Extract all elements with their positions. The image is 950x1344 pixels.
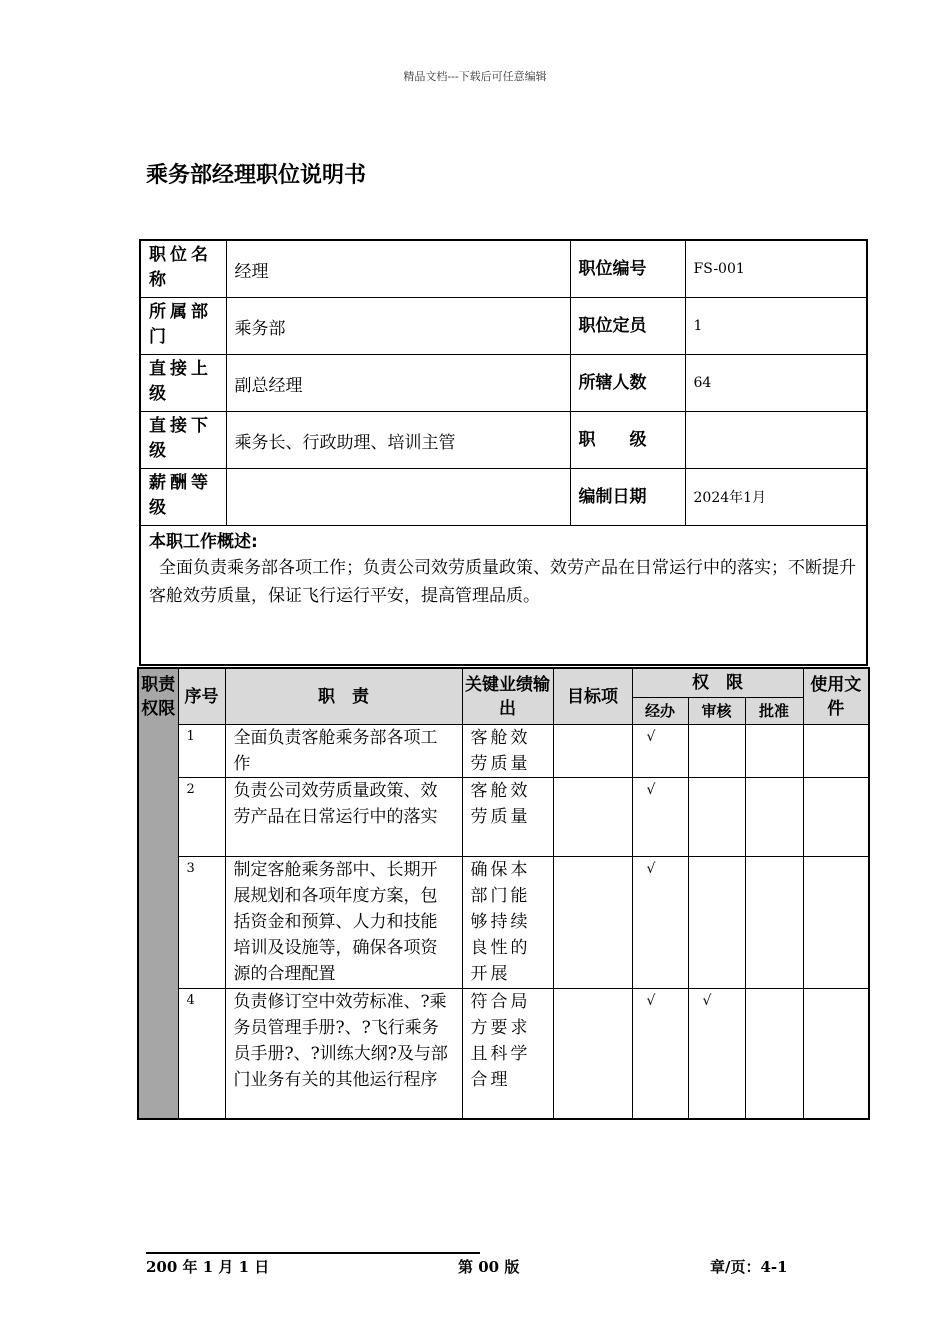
- info-row: [140, 355, 867, 412]
- target-cell: [553, 857, 632, 989]
- target-cell: [553, 778, 632, 857]
- label-position-code: 职位编号: [570, 240, 685, 298]
- footer-edition: 第 00 版: [458, 1258, 520, 1276]
- approve-check: [745, 989, 803, 1119]
- position-info-table: [139, 239, 868, 666]
- header-authority: 权 限: [632, 668, 803, 698]
- header-seq: 序号: [178, 668, 225, 725]
- value-position-name: 经理: [226, 240, 570, 298]
- header-target: 目标项: [553, 668, 632, 725]
- table-row: [138, 725, 869, 778]
- row-number: 1: [178, 725, 225, 778]
- value-salary-grade: [226, 469, 570, 526]
- value-headcount: 1: [685, 298, 867, 355]
- document-title: 乘务部经理职位说明书: [146, 163, 367, 188]
- header-docs: 使用文件: [803, 668, 869, 725]
- review-check: [688, 725, 745, 778]
- value-level: [685, 412, 867, 469]
- label-headcount: 职位定员: [570, 298, 685, 355]
- review-check: [688, 857, 745, 989]
- duty-text: 全面负责客舱乘务部各项工作: [225, 725, 462, 778]
- value-position-code: FS-001: [685, 240, 867, 298]
- label-superior: 直接上级: [140, 355, 226, 412]
- table-row: [138, 857, 869, 989]
- summary-title: 本职工作概述:: [149, 532, 258, 552]
- docs-cell: [803, 725, 869, 778]
- work-summary: [140, 526, 867, 666]
- review-check: √: [688, 989, 745, 1119]
- info-row: [140, 469, 867, 526]
- output-text: 符合局方要求且科学合理: [462, 989, 553, 1119]
- value-department: 乘务部: [226, 298, 570, 355]
- output-text: 客舱效劳质量: [462, 778, 553, 857]
- docs-cell: [803, 857, 869, 989]
- value-superior: 副总经理: [226, 355, 570, 412]
- execute-check: √: [632, 989, 688, 1119]
- duty-text: 负责修订空中效劳标准、?乘务员管理手册?、?飞行乘务员手册?、?训练大纲?及与部门业务有关的其他运行程序: [225, 989, 462, 1119]
- duty-text: 负责公司效劳质量政策、效劳产品在日常运行中的落实: [225, 778, 462, 857]
- execute-check: √: [632, 857, 688, 989]
- review-check: [688, 778, 745, 857]
- approve-check: [745, 725, 803, 778]
- info-row: [140, 240, 867, 298]
- output-text: 客舱效劳质量: [462, 725, 553, 778]
- label-jurisdiction-count: 所辖人数: [570, 355, 685, 412]
- label-department: 所属部门: [140, 298, 226, 355]
- row-number: 2: [178, 778, 225, 857]
- target-cell: [553, 725, 632, 778]
- info-row: [140, 298, 867, 355]
- table-row: [138, 778, 869, 857]
- docs-cell: [803, 778, 869, 857]
- execute-check: √: [632, 725, 688, 778]
- value-compiled-date: 2024年1月: [685, 469, 867, 526]
- label-salary-grade: 薪酬等级: [140, 469, 226, 526]
- approve-check: [745, 778, 803, 857]
- row-number: 4: [178, 989, 225, 1119]
- label-subordinate: 直接下级: [140, 412, 226, 469]
- output-text: 确保本部门能够持续良性的开展: [462, 857, 553, 989]
- header-approve: 批准: [745, 698, 803, 725]
- header-duty: 职 责: [225, 668, 462, 725]
- approve-check: [745, 857, 803, 989]
- value-subordinate: 乘务长、行政助理、培训主管: [226, 412, 570, 469]
- info-row: [140, 412, 867, 469]
- summary-text: 全面负责乘务部各项工作；负责公司效劳质量政策、效劳产品在日常运行中的落实；不断提升客舱效劳质量，保证飞行运行平安，提高管理品质。: [149, 558, 856, 606]
- info-row: [140, 526, 867, 666]
- target-cell: [553, 989, 632, 1119]
- header-note: 精品文档---下载后可任意编辑: [403, 70, 547, 83]
- header-output: 关键业绩输出: [462, 668, 553, 725]
- label-level: 职 级: [570, 412, 685, 469]
- duties-header-row: [138, 668, 869, 698]
- side-label: 职责权限: [138, 668, 178, 1119]
- label-position-name: 职位名称: [140, 240, 226, 298]
- duty-text: 制定客舱乘务部中、长期开展规划和各项年度方案，包括资金和预算、人力和技能培训及设施等，确保各项资源的合理配置: [225, 857, 462, 989]
- duties-table: [137, 667, 870, 1120]
- header-review: 审核: [688, 698, 745, 725]
- header-execute: 经办: [632, 698, 688, 725]
- docs-cell: [803, 989, 869, 1119]
- label-compiled-date: 编制日期: [570, 469, 685, 526]
- row-number: 3: [178, 857, 225, 989]
- footer-date: 200 年 1 月 1 日: [146, 1258, 270, 1276]
- value-jurisdiction-count: 64: [685, 355, 867, 412]
- footer-page: 章/页：4-1: [710, 1258, 788, 1276]
- footer-rule: [146, 1252, 480, 1254]
- execute-check: √: [632, 778, 688, 857]
- table-row: [138, 989, 869, 1119]
